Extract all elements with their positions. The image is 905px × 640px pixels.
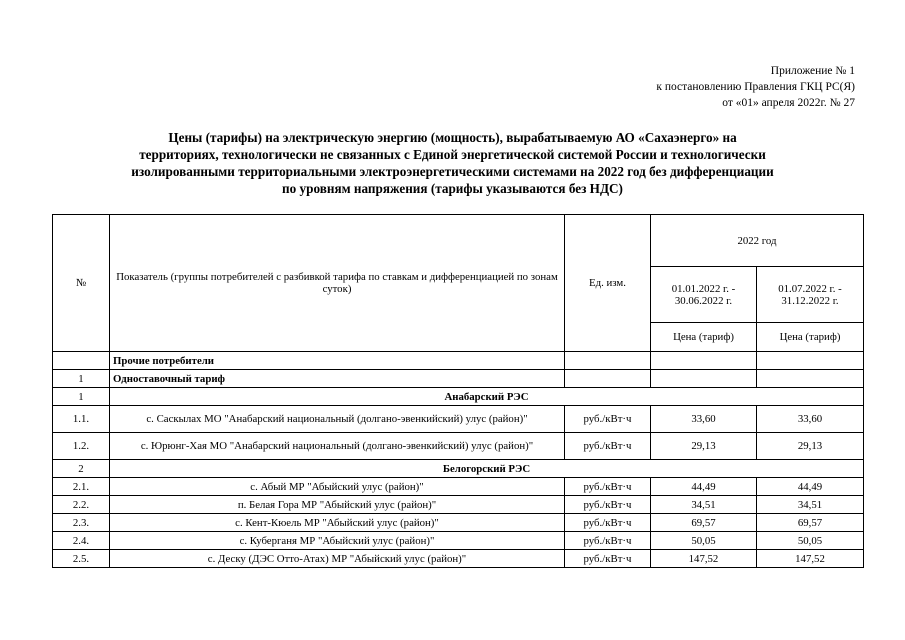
row-value-1: 50,05 (651, 532, 757, 550)
annex-date: от «01» апреля 2022г. № 27 (722, 97, 855, 109)
section-name: Белогорский РЭС (110, 460, 864, 478)
row-name: п. Белая Гора МР "Абыйский улус (район)" (110, 496, 565, 514)
tariff-table (52, 214, 864, 568)
row-unit: руб./кВт·ч (565, 496, 651, 514)
row-num: 1.2. (53, 433, 110, 460)
row-num: 2.4. (53, 532, 110, 550)
row-unit: руб./кВт·ч (565, 550, 651, 568)
section-num: 1 (53, 388, 110, 406)
title-line: по уровням напряжения (тарифы указываются без НДС) (282, 181, 623, 196)
row-unit: руб./кВт·ч (565, 514, 651, 532)
row-num: 2.5. (53, 550, 110, 568)
tariff-label: Одноставочный тариф (110, 370, 565, 388)
annex-resolution: к постановлению Правления ГКЦ РС(Я) (656, 81, 855, 93)
header-period-2: 01.07.2022 г. - 31.12.2022 г. (757, 267, 864, 323)
row-name: с. Куберганя МР "Абыйский улус (район)" (110, 532, 565, 550)
row-num: 1.1. (53, 406, 110, 433)
row-num: 2.3. (53, 514, 110, 532)
table-row (53, 514, 864, 532)
table-row (53, 406, 864, 433)
annex-reference (656, 63, 855, 111)
table-row-group (53, 352, 864, 370)
row-value-1: 147,52 (651, 550, 757, 568)
row-unit: руб./кВт·ч (565, 406, 651, 433)
table-row (53, 532, 864, 550)
table-row-section (53, 460, 864, 478)
row-value-1: 34,51 (651, 496, 757, 514)
row-value-1: 33,60 (651, 406, 757, 433)
section-name: Анабарский РЭС (110, 388, 864, 406)
row-value-2: 44,49 (757, 478, 864, 496)
table-row-section (53, 388, 864, 406)
row-name: с. Кент-Кюель МР "Абыйский улус (район)" (110, 514, 565, 532)
section-num: 2 (53, 460, 110, 478)
row-value-2: 34,51 (757, 496, 864, 514)
row-value-2: 50,05 (757, 532, 864, 550)
title-line: изолированными территориальными электроэнергетическими системами на 2022 год без дифференциации (131, 164, 774, 179)
header-num: № (53, 215, 110, 352)
row-num: 2.2. (53, 496, 110, 514)
header-year: 2022 год (651, 215, 864, 267)
row-value-2: 29,13 (757, 433, 864, 460)
annex-number: Приложение № 1 (770, 65, 855, 77)
table-row (53, 433, 864, 460)
table-row (53, 550, 864, 568)
row-name: с. Деску (ДЭС Отто-Атах) МР "Абыйский улус (район)" (110, 550, 565, 568)
table-row (53, 478, 864, 496)
row-unit: руб./кВт·ч (565, 433, 651, 460)
table-row-tariff (53, 370, 864, 388)
header-period-1: 01.01.2022 г. - 30.06.2022 г. (651, 267, 757, 323)
table-row (53, 496, 864, 514)
header-price-1: Цена (тариф) (651, 323, 757, 352)
row-unit: руб./кВт·ч (565, 478, 651, 496)
row-num: 2.1. (53, 478, 110, 496)
row-value-1: 44,49 (651, 478, 757, 496)
title-line: территориях, технологически не связанных с Единой энергетической системой России и технологически (139, 147, 766, 162)
row-name: с. Саскылах МО "Анабарский национальный (долгано-эвенкийский) улус (район)" (110, 406, 565, 433)
row-value-2: 69,57 (757, 514, 864, 532)
row-value-1: 69,57 (651, 514, 757, 532)
row-unit: руб./кВт·ч (565, 532, 651, 550)
row-name: с. Абый МР "Абыйский улус (район)" (110, 478, 565, 496)
header-unit: Ед. изм. (565, 215, 651, 352)
group-label: Прочие потребители (110, 352, 565, 370)
row-value-2: 33,60 (757, 406, 864, 433)
row-value-2: 147,52 (757, 550, 864, 568)
row-value-1: 29,13 (651, 433, 757, 460)
row-name: с. Юрюнг-Хая МО "Анабарский национальный (долгано-эвенкийский) улус (район)" (110, 433, 565, 460)
header-price-2: Цена (тариф) (757, 323, 864, 352)
header-indicator: Показатель (группы потребителей с разбивкой тарифа по ставкам и дифференциацией по зонам суток) (110, 215, 565, 352)
title-line: Цены (тарифы) на электрическую энергию (мощность), вырабатываемую АО «Сахаэнерго» на (168, 130, 737, 145)
document-title (60, 129, 845, 197)
tariff-num: 1 (53, 370, 110, 388)
